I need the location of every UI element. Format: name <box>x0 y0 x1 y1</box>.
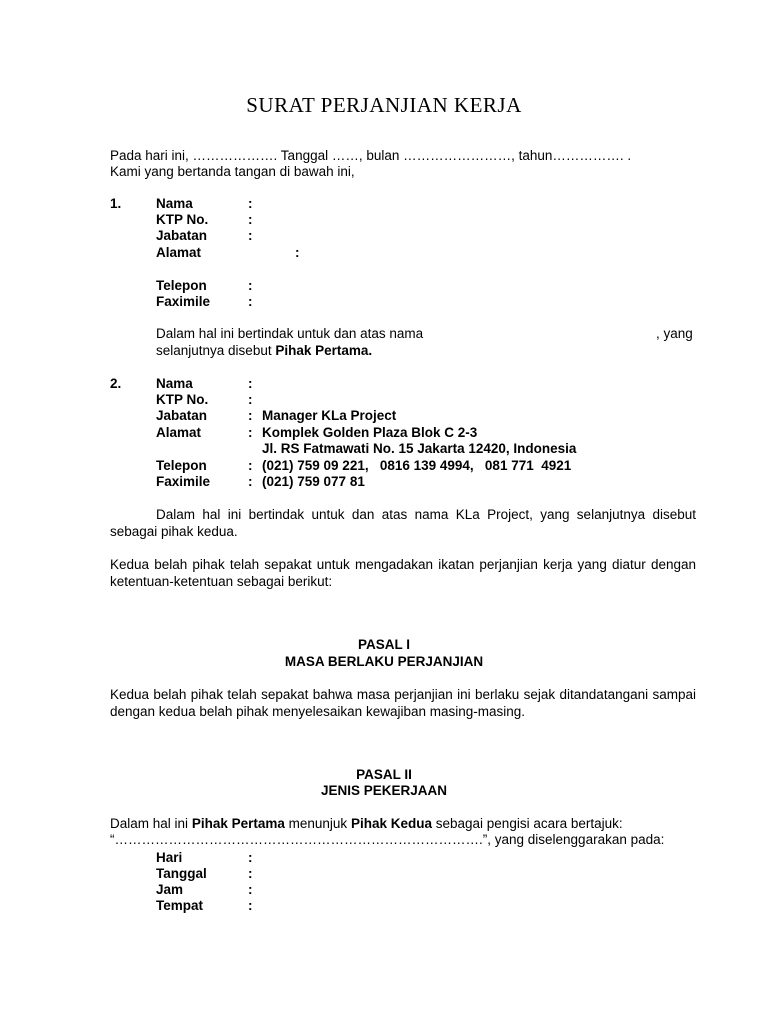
party2-jabatan-label: Jabatan <box>156 408 208 423</box>
party1-telepon-colon: : <box>248 278 253 293</box>
party2-jabatan-colon: : <box>248 408 253 423</box>
party1-jabatan-label: Jabatan <box>156 228 208 243</box>
party2-jabatan-value: Manager KLa Project <box>262 408 397 423</box>
intro-date-line: Pada hari ini, ………………. Tanggal ……, bulan ……………………, tahun……………. . <box>110 148 632 163</box>
agreement-paragraph: Kedua belah pihak telah sepakat untuk mengadakan ikatan perjanjian kerja yang diatur dengan ketentuan-ketentuan sebagai berikut: <box>110 557 696 589</box>
party1-alamat-label: Alamat <box>156 245 202 260</box>
pasal2-paragraph-line1 <box>110 816 623 832</box>
party2-alamat-colon: : <box>248 425 253 440</box>
pihak-pertama-term: Pihak Pertama. <box>275 343 373 358</box>
pasal2-tempat-label: Tempat <box>156 898 204 913</box>
pasal2-tempat-colon: : <box>248 898 253 913</box>
party2-ktp-label: KTP No. <box>156 392 209 407</box>
pasal2-text-part2: menunjuk <box>288 816 348 831</box>
party1-telepon-label: Telepon <box>156 278 207 293</box>
pasal2-paragraph-line2: “……………………………………………………………………….”, yang diselenggarakan pada: <box>110 832 665 847</box>
party1-faximile-label: Faximile <box>156 294 211 309</box>
party2-nama-label: Nama <box>156 376 193 391</box>
party1-statement-suffix: , yang <box>656 326 693 341</box>
party2-faximile-value: (021) 759 077 81 <box>262 474 365 489</box>
party1-statement-line2 <box>156 343 372 359</box>
pasal1-heading: PASAL I <box>357 637 410 652</box>
party2-telepon-colon: : <box>248 458 253 473</box>
party1-number: 1. <box>110 196 122 211</box>
party2-nama-colon: : <box>248 376 253 391</box>
party1-faximile-colon: : <box>248 294 253 309</box>
party2-ktp-colon: : <box>248 392 253 407</box>
pasal2-pihak-pertama: Pihak Pertama <box>191 816 285 831</box>
pasal2-pihak-kedua: Pihak Kedua <box>350 816 432 831</box>
pasal1-paragraph: Kedua belah pihak telah sepakat bahwa masa perjanjian ini berlaku sejak ditandatangani sampai dengan kedua belah pihak menyelesaikan kewajiban masing-masing. <box>110 687 696 719</box>
pasal2-tanggal-label: Tanggal <box>156 866 207 881</box>
party1-alamat-colon: : <box>295 245 300 260</box>
party2-number: 2. <box>110 376 122 391</box>
pasal2-jam-colon: : <box>248 882 253 897</box>
party2-faximile-colon: : <box>248 474 253 489</box>
party1-statement-line2-text: selanjutnya disebut <box>156 343 272 358</box>
party1-ktp-colon: : <box>248 212 253 227</box>
pasal2-hari-label: Hari <box>156 850 183 865</box>
party2-alamat-value-line2: Jl. RS Fatmawati No. 15 Jakarta 12420, Indonesia <box>262 441 577 456</box>
pasal2-hari-colon: : <box>248 850 253 865</box>
pasal2-text-part1: Dalam hal ini <box>110 816 189 831</box>
pasal2-subheading: JENIS PEKERJAAN <box>320 783 448 798</box>
pasal2-jam-label: Jam <box>156 882 184 897</box>
party2-statement: Dalam hal ini bertindak untuk dan atas nama KLa Project, yang selanjutnya disebut sebagai pihak kedua. <box>110 507 696 539</box>
party1-statement-prefix: Dalam hal ini bertindak untuk dan atas nama <box>156 326 424 341</box>
intro-signatories-line: Kami yang bertanda tangan di bawah ini, <box>110 164 355 179</box>
pasal2-heading: PASAL II <box>356 767 412 782</box>
pasal2-text-part3: sebagai pengisi acara bertajuk: <box>435 816 623 831</box>
party1-ktp-label: KTP No. <box>156 212 209 227</box>
pasal2-tanggal-colon: : <box>248 866 253 881</box>
party1-jabatan-colon: : <box>248 228 253 243</box>
party1-nama-colon: : <box>248 196 253 211</box>
party2-faximile-label: Faximile <box>156 474 211 489</box>
party1-nama-label: Nama <box>156 196 193 211</box>
party2-telepon-label: Telepon <box>156 458 207 473</box>
party2-alamat-label: Alamat <box>156 425 202 440</box>
party2-alamat-value-line1: Komplek Golden Plaza Blok C 2-3 <box>262 425 478 440</box>
pasal1-subheading: MASA BERLAKU PERJANJIAN <box>284 654 484 669</box>
document-title: SURAT PERJANJIAN KERJA <box>246 93 522 117</box>
party2-telepon-value: (021) 759 09 221, 0816 139 4994, 081 771 4921 <box>262 458 572 473</box>
